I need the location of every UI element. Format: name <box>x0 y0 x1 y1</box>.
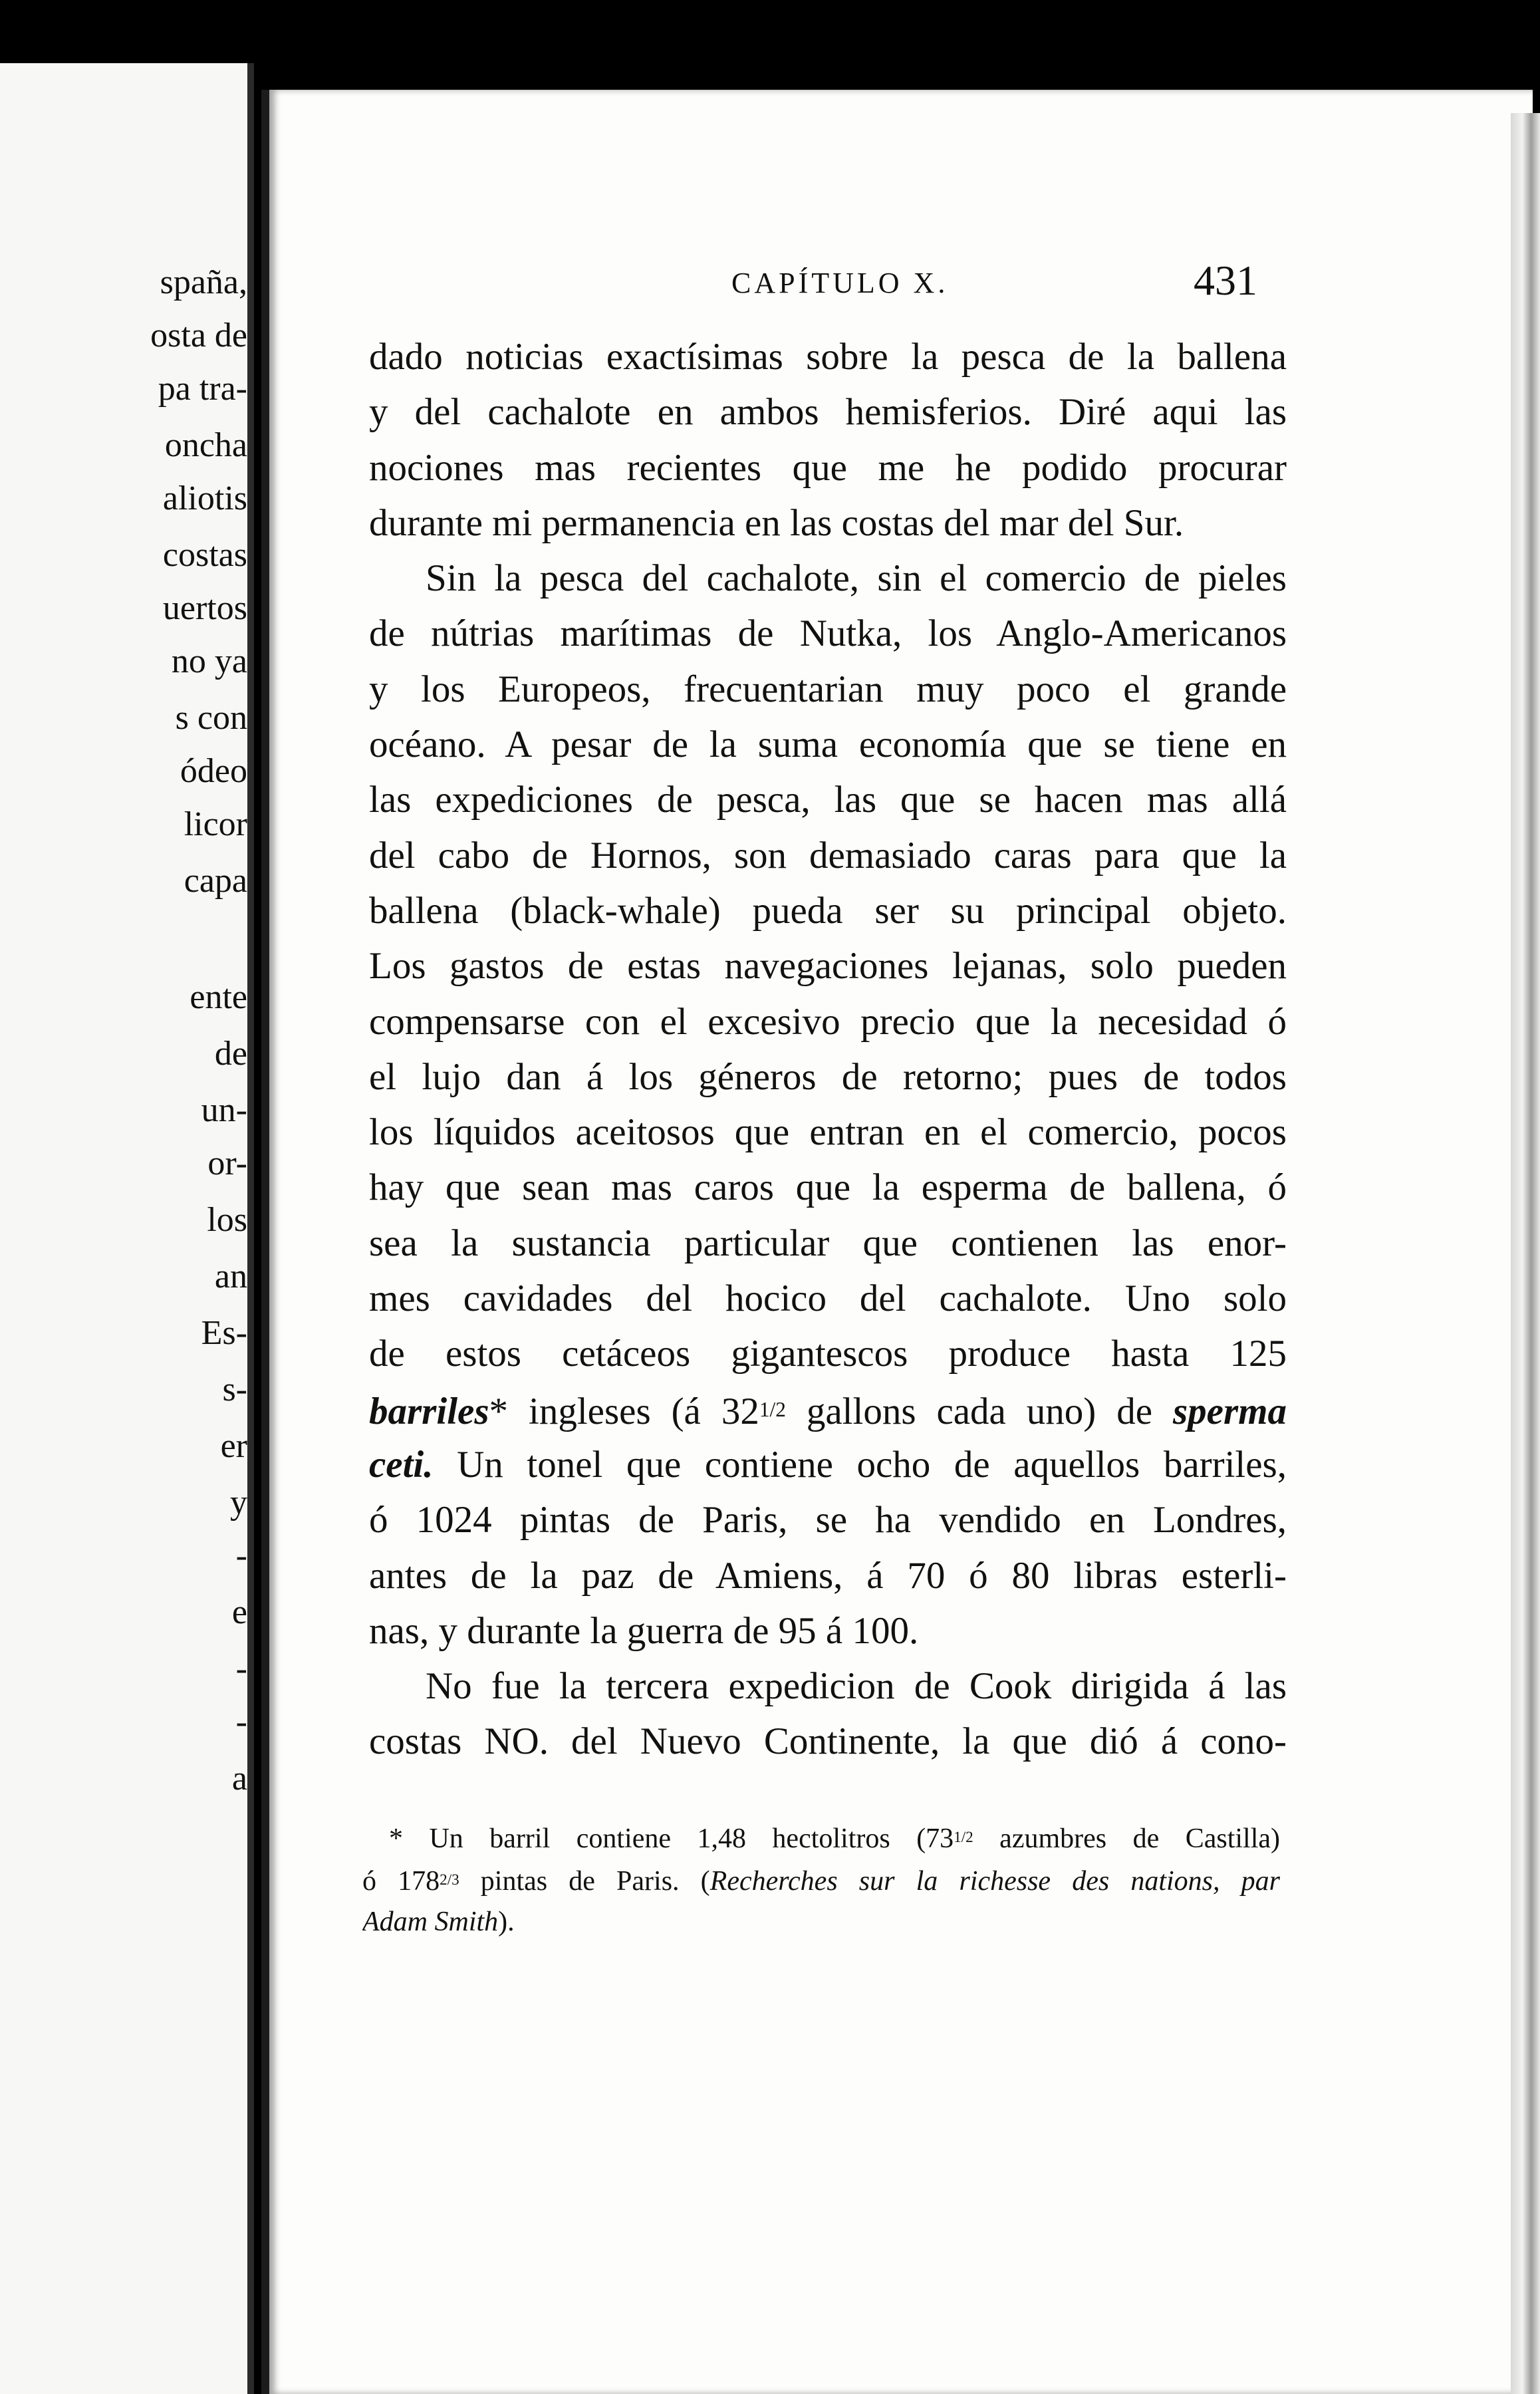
text-line: sea la sustancia particular que contienen las enor- <box>369 1222 1287 1264</box>
left-page-line: ódeo <box>180 752 247 790</box>
left-page-line: aliotis <box>162 479 247 517</box>
text-run: * Un barril contiene 1,48 hectolitros (73 <box>389 1823 954 1855</box>
page-number: 431 <box>1194 257 1257 304</box>
text-line: de estos cetáceos gigantescos produce hasta 125 <box>369 1333 1287 1375</box>
text-line: y los Europeos, frecuentarian muy poco el grande <box>369 668 1287 710</box>
text-run: pintas de Paris. ( <box>459 1866 710 1897</box>
text-line: ballena (black-whale) pueda ser su principal objeto. <box>369 889 1287 932</box>
text-line: Los gastos de estas navegaciones lejanas, solo pueden <box>369 945 1287 988</box>
text-line: compensarse con el excesivo precio que la necesidad ó <box>369 1000 1287 1043</box>
left-page-line: Es- <box>201 1314 247 1352</box>
left-page-line: or- <box>207 1144 247 1182</box>
text-line: océano. A pesar de la suma economía que se tiene en <box>369 724 1287 766</box>
left-page-line: s- <box>222 1371 247 1408</box>
footnote-line <box>362 1901 1280 1943</box>
left-page-line: un- <box>201 1091 247 1129</box>
left-page-line: capa <box>184 862 247 900</box>
left-page-line: er <box>220 1427 247 1465</box>
text-run: Un tonel que contiene ocho de aquellos barriles, <box>433 1443 1287 1486</box>
text-line: las expediciones de pesca, las que se hacen mas allá <box>369 779 1287 821</box>
text-line: Sin la pesca del cachalote, sin el comercio de pieles <box>426 557 1287 600</box>
text-line: y del cachalote en ambos hemisferios. Diré aqui las <box>369 391 1287 434</box>
text-run: azumbres de Castilla) <box>973 1823 1280 1855</box>
left-page-line: y <box>230 1484 247 1522</box>
left-page-line: los <box>207 1201 247 1239</box>
left-page-line: osta de <box>150 317 247 354</box>
footnote-mark: * <box>489 1390 509 1432</box>
left-page-line: pa tra- <box>158 370 247 408</box>
text-line: mes cavidades del hocico del cachalote. Uno solo <box>369 1277 1287 1320</box>
fraction: 2/3 <box>440 1871 459 1888</box>
text-run: ó 178 <box>362 1866 440 1897</box>
left-page-line: no ya <box>171 642 247 680</box>
text-line: nas, y durante la guerra de 95 á 100. <box>369 1609 919 1652</box>
text-line: dado noticias exactísimas sobre la pesca de la ballena <box>369 336 1287 378</box>
footnote <box>362 1815 1280 1943</box>
fraction: 1/2 <box>759 1397 786 1421</box>
text-line: costas NO. del Nuevo Continente, la que dió á cono- <box>369 1720 1287 1763</box>
left-facing-page <box>0 63 254 2394</box>
left-page-line: uertos <box>162 589 247 627</box>
text-line: antes de la paz de Amiens, á 70 ó 80 libras esterli- <box>369 1554 1287 1597</box>
running-title: CAPÍTULO X. <box>731 267 949 299</box>
left-page-line: costas <box>162 536 247 574</box>
text-run: ingleses (á 32 <box>508 1390 759 1432</box>
text-line: hay que sean mas caros que la esperma de ballena, ó <box>369 1166 1287 1209</box>
text-line <box>369 1382 1287 1437</box>
left-page-line: oncha <box>164 426 247 464</box>
body-text <box>369 329 1287 1770</box>
text-line: durante mi permanencia en las costas del mar del Sur. <box>369 501 1184 544</box>
text-line: los líquidos aceitosos que entran en el comercio, pocos <box>369 1111 1287 1154</box>
left-page-line: spaña, <box>160 263 247 301</box>
text-line <box>369 1437 1287 1492</box>
left-page-line: licor <box>184 805 247 843</box>
text-line: el lujo dan á los géneros de retorno; pues de todos <box>369 1055 1287 1098</box>
text-line: de nútrias marítimas de Nutka, los Anglo-Americanos <box>369 612 1287 655</box>
left-page-line: s con <box>175 699 247 737</box>
left-page-line: e <box>231 1593 247 1631</box>
page-edge-stack <box>1511 113 1540 2394</box>
text-line: ó 1024 pintas de Paris, se ha vendido en Londres, <box>369 1499 1287 1541</box>
footnote-line <box>362 1815 1280 1858</box>
italic-term: sperma <box>1173 1390 1287 1432</box>
text-run: ). <box>498 1907 515 1937</box>
text-line: del cabo de Hornos, son demasiado caras para que la <box>369 834 1287 876</box>
citation-author: Adam Smith <box>362 1907 499 1937</box>
fraction: 1/2 <box>954 1828 973 1845</box>
italic-term: barriles <box>369 1390 489 1432</box>
left-page-line: an <box>214 1258 247 1295</box>
italic-term: ceti. <box>369 1443 434 1486</box>
left-page-line: - <box>235 1650 247 1688</box>
footnote-line <box>362 1858 1280 1901</box>
left-page-line: - <box>235 1703 247 1741</box>
citation-title: Recherches sur la richesse des nations, par <box>709 1866 1280 1897</box>
left-page-line: - <box>235 1537 247 1575</box>
left-page-line: de <box>214 1035 247 1073</box>
text-line: nociones mas recientes que me he podido procurar <box>369 446 1287 489</box>
left-page-line: ente <box>190 978 247 1016</box>
left-page-line: a <box>231 1760 247 1797</box>
text-line: No fue la tercera expedicion de Cook dirigida á las <box>426 1665 1287 1708</box>
text-run: gallons cada uno) de <box>785 1390 1173 1432</box>
